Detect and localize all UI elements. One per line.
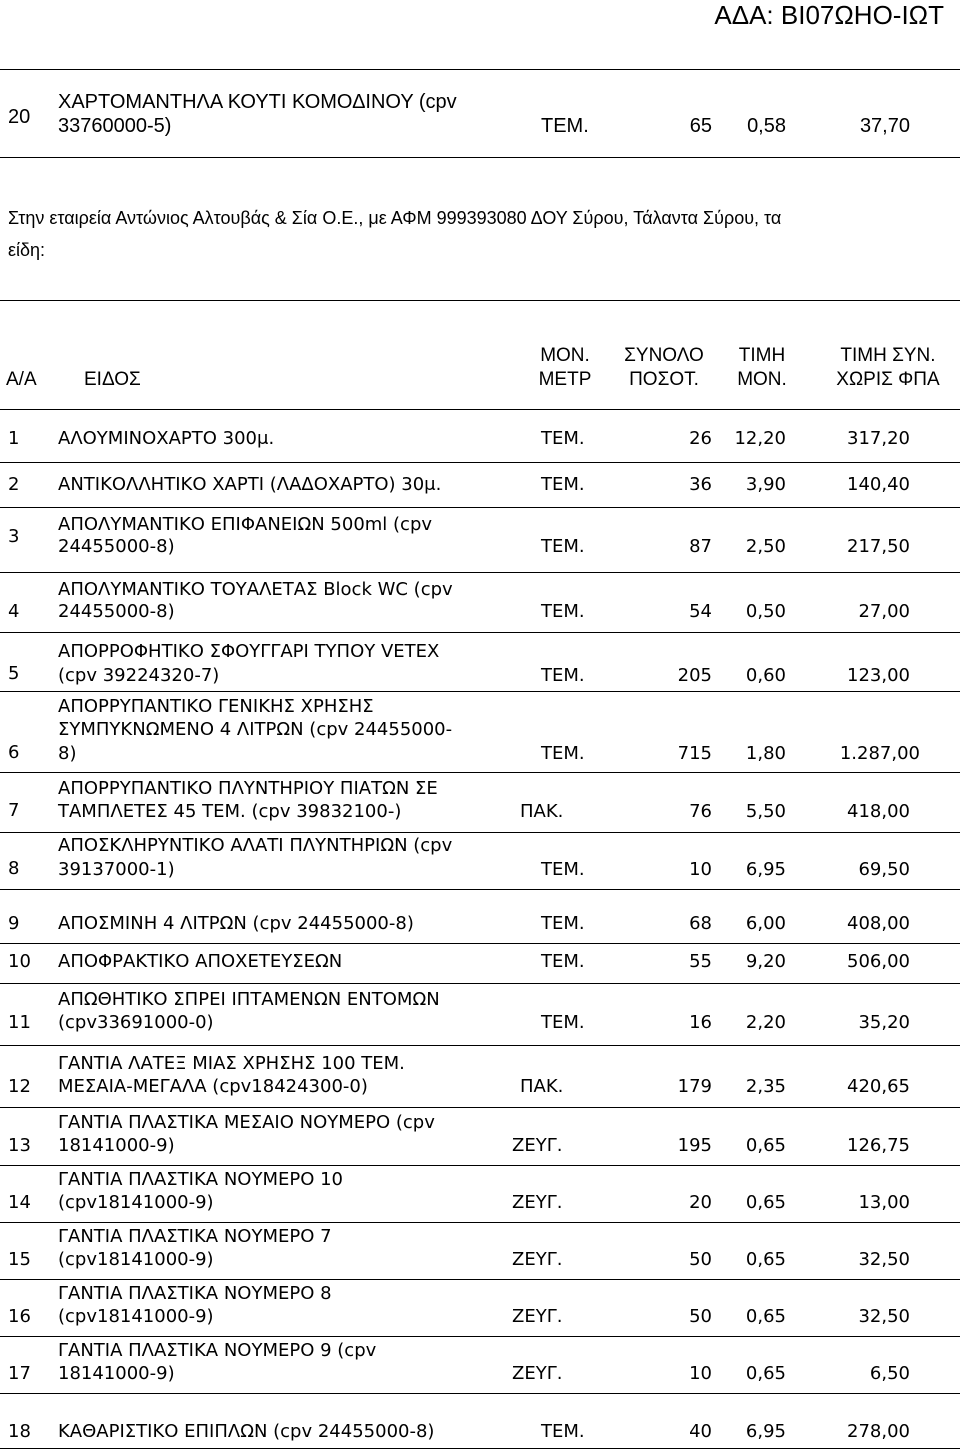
item-price: 0,65 — [745, 1306, 786, 1327]
item-total: 278,00 — [847, 1421, 910, 1442]
divider — [0, 69, 960, 70]
item-quantity: 16 — [689, 1012, 712, 1033]
item-price: 9,20 — [745, 951, 786, 972]
item-description: ΑΝΤΙΚΟΛΛΗΤΙΚΟ ΧΑΡΤΙ (ΛΑΔΟΧΑΡΤΟ) 30μ. — [58, 474, 442, 495]
item-total: 418,00 — [847, 801, 910, 822]
item-unit: ΖΕΥΓ. — [512, 1306, 563, 1327]
item-description-line2: ΣΥΜΠΥΚΝΩΜΕΝΟ 4 ΛΙΤΡΩΝ (cpv 24455000- — [58, 719, 453, 740]
item-total: 217,50 — [847, 536, 910, 557]
divider — [0, 507, 960, 508]
item-price: 0,60 — [745, 665, 786, 686]
item-quantity: 68 — [689, 913, 712, 934]
item-number: 18 — [8, 1421, 31, 1442]
divider — [0, 832, 960, 833]
item-description-line2: ΜΕΣΑΙΑ-ΜΕΓΑΛΑ (cpv18424300-0) — [58, 1076, 368, 1097]
item-quantity: 715 — [677, 743, 712, 764]
divider — [0, 632, 960, 633]
item-description: ΓΑΝΤΙΑ ΠΛΑΣΤΙΚΑ ΝΟΥΜΕΡΟ 9 (cpv — [58, 1340, 377, 1361]
item-number: 17 — [8, 1363, 31, 1384]
item-number: 9 — [8, 913, 20, 934]
item-quantity: 205 — [677, 665, 712, 686]
item-unit: ΖΕΥΓ. — [512, 1249, 563, 1270]
item-total: 37,70 — [859, 115, 910, 137]
item-price: 0,58 — [747, 115, 786, 137]
item-number: 10 — [8, 951, 31, 972]
item-quantity: 40 — [689, 1421, 712, 1442]
item-total: 420,65 — [847, 1076, 910, 1097]
item-price: 6,95 — [745, 1421, 786, 1442]
item-description: 33760000-5) — [58, 115, 172, 137]
item-unit: ΖΕΥΓ. — [512, 1135, 563, 1156]
item-total: 32,50 — [858, 1306, 910, 1327]
header-aa: Α/Α — [6, 369, 37, 390]
item-unit: ΠΑΚ. — [520, 801, 564, 822]
divider — [0, 1045, 960, 1046]
item-unit: ΠΑΚ. — [520, 1076, 564, 1097]
item-unit: ΤΕΜ. — [541, 601, 585, 622]
item-price: 12,20 — [734, 428, 786, 449]
divider — [0, 691, 960, 692]
item-number: 20 — [8, 106, 31, 128]
item-unit: ΤΕΜ. — [541, 474, 585, 495]
item-unit: ΤΕΜ. — [541, 859, 585, 880]
item-total: 408,00 — [847, 913, 910, 934]
item-price: 0,50 — [745, 601, 786, 622]
item-unit: ΖΕΥΓ. — [512, 1192, 563, 1213]
item-price: 0,65 — [745, 1363, 786, 1384]
divider — [0, 409, 960, 410]
item-number: 3 — [8, 526, 20, 547]
divider — [0, 300, 960, 301]
header-total: ΧΩΡΙΣ ΦΠΑ — [836, 369, 940, 390]
divider — [0, 772, 960, 773]
item-total: 1.287,00 — [839, 743, 920, 764]
divider — [0, 462, 960, 463]
item-unit: ΤΕΜ. — [541, 115, 589, 137]
item-description: ΑΠΟΣΚΛΗΡΥΝΤΙΚΟ ΑΛΑΤΙ ΠΛΥΝΤΗΡΙΩΝ (cpv — [58, 835, 453, 856]
item-description: ΑΠΟΦΡΑΚΤΙΚΟ ΑΠΟΧΕΤΕΥΣΕΩΝ — [58, 951, 343, 972]
item-description: ΓΑΝΤΙΑ ΠΛΑΣΤΙΚΑ ΝΟΥΜΕΡΟ 8 — [58, 1283, 332, 1304]
header-unit: ΜΟΝ. — [540, 345, 590, 366]
item-description-line2: (cpv18141000-9) — [58, 1249, 214, 1270]
item-description: ΑΠΟΛΥΜΑΝΤΙΚΟ ΤΟΥΑΛΕΤΑΣ Block WC (cpv — [58, 579, 453, 600]
divider — [0, 1336, 960, 1337]
divider — [0, 1279, 960, 1280]
header-price: ΤΙΜΗ — [738, 345, 786, 366]
item-description-line3: 8) — [58, 743, 77, 764]
divider — [0, 1107, 960, 1108]
item-description: ΑΠΟΡΡΥΠΑΝΤΙΚΟ ΓΕΝΙΚΗΣ ΧΡΗΣΗΣ — [58, 696, 374, 717]
item-number: 2 — [8, 474, 20, 495]
item-description-line2: 18141000-9) — [58, 1363, 175, 1384]
item-description-line2: (cpv18141000-9) — [58, 1192, 214, 1213]
item-description-line2: (cpv 39224320-7) — [58, 665, 220, 686]
header-unit: ΜΕΤΡ — [538, 369, 592, 390]
divider — [0, 1393, 960, 1394]
item-number: 8 — [8, 858, 20, 879]
item-description: ΓΑΝΤΙΑ ΠΛΑΣΤΙΚΑ ΝΟΥΜΕΡΟ 10 — [58, 1169, 344, 1190]
item-description: ΧΑΡΤΟΜΑΝΤΗΛΑ ΚΟΥΤΙ ΚΟΜΟΔΙΝΟΥ (cpv — [58, 91, 457, 113]
divider — [0, 572, 960, 573]
item-description-line2: 24455000-8) — [58, 536, 175, 557]
item-total: 32,50 — [858, 1249, 910, 1270]
item-unit: ΤΕΜ. — [541, 913, 585, 934]
item-total: 126,75 — [847, 1135, 910, 1156]
item-unit: ΤΕΜ. — [541, 951, 585, 972]
header-quantity: ΠΟΣΟΤ. — [629, 369, 699, 390]
item-description: ΑΛΟΥΜΙΝΟΧΑΡΤΟ 300μ. — [58, 428, 275, 449]
divider — [0, 1165, 960, 1166]
item-description-line2: 39137000-1) — [58, 859, 175, 880]
item-number: 1 — [8, 428, 20, 449]
item-total: 317,20 — [847, 428, 910, 449]
item-description-line2: ΤΑΜΠΛΕΤΕΣ 45 ΤΕΜ. (cpv 39832100-) — [58, 801, 402, 822]
divider — [0, 157, 960, 158]
item-quantity: 50 — [689, 1249, 712, 1270]
item-total: 123,00 — [847, 665, 910, 686]
item-description: ΓΑΝΤΙΑ ΠΛΑΣΤΙΚΑ ΝΟΥΜΕΡΟ 7 — [58, 1226, 332, 1247]
item-unit: ΤΕΜ. — [541, 428, 585, 449]
item-price: 0,65 — [745, 1135, 786, 1156]
item-description-line2: 18141000-9) — [58, 1135, 175, 1156]
item-quantity: 20 — [689, 1192, 712, 1213]
item-number: 7 — [8, 800, 20, 821]
item-description: ΑΠΟΡΡΟΦΗΤΙΚΟ ΣΦΟΥΓΓΑΡΙ ΤΥΠΟΥ VETEX — [58, 641, 440, 662]
item-price: 6,95 — [745, 859, 786, 880]
item-description-line2: (cpv18141000-9) — [58, 1306, 214, 1327]
first-item-row — [0, 90, 960, 144]
item-quantity: 10 — [689, 1363, 712, 1384]
item-number: 5 — [8, 663, 20, 684]
item-quantity: 10 — [689, 859, 712, 880]
item-number: 14 — [8, 1192, 31, 1213]
item-number: 13 — [8, 1135, 31, 1156]
item-quantity: 76 — [689, 801, 712, 822]
item-unit: ΤΕΜ. — [541, 1421, 585, 1442]
item-price: 0,65 — [745, 1192, 786, 1213]
item-price: 1,80 — [745, 743, 786, 764]
item-unit: ΤΕΜ. — [541, 536, 585, 557]
item-total: 6,50 — [869, 1363, 910, 1384]
item-description-line2: (cpv33691000-0) — [58, 1012, 214, 1033]
item-price: 3,90 — [745, 474, 786, 495]
item-number: 12 — [8, 1076, 31, 1097]
header-quantity: ΣΥΝΟΛΟ — [624, 345, 704, 366]
item-unit: ΤΕΜ. — [541, 665, 585, 686]
item-description: ΓΑΝΤΙΑ ΛΑΤΕΞ ΜΙΑΣ ΧΡΗΣΗΣ 100 ΤΕΜ. — [58, 1053, 405, 1074]
item-total: 140,40 — [847, 474, 910, 495]
item-number: 11 — [8, 1012, 31, 1033]
item-price: 2,50 — [745, 536, 786, 557]
item-quantity: 26 — [689, 428, 712, 449]
item-quantity: 36 — [689, 474, 712, 495]
divider — [0, 983, 960, 984]
item-description: ΑΠΩΘΗΤΙΚΟ ΣΠΡΕΙ ΙΠΤΑΜΕΝΩΝ ΕΝΤΟΜΩΝ — [58, 989, 440, 1010]
item-quantity: 195 — [677, 1135, 712, 1156]
item-number: 15 — [8, 1249, 31, 1270]
item-description: ΑΠΟΣΜΙΝΗ 4 ΛΙΤΡΩΝ (cpv 24455000-8) — [58, 913, 414, 934]
item-total: 35,20 — [858, 1012, 910, 1033]
divider — [0, 1222, 960, 1223]
item-quantity: 65 — [689, 115, 712, 137]
divider — [0, 1448, 960, 1449]
item-total: 13,00 — [858, 1192, 910, 1213]
header-price: ΜΟΝ. — [737, 369, 787, 390]
item-quantity: 50 — [689, 1306, 712, 1327]
item-number: 16 — [8, 1306, 31, 1327]
item-quantity: 55 — [689, 951, 712, 972]
header-item: ΕΙΔΟΣ — [84, 369, 141, 390]
item-price: 2,20 — [745, 1012, 786, 1033]
header-total: ΤΙΜΗ ΣΥΝ. — [840, 345, 936, 366]
item-quantity: 54 — [689, 601, 712, 622]
item-price: 5,50 — [745, 801, 786, 822]
divider — [0, 943, 960, 944]
item-price: 6,00 — [745, 913, 786, 934]
item-price: 0,65 — [745, 1249, 786, 1270]
item-number: 6 — [8, 742, 20, 763]
item-unit: ΖΕΥΓ. — [512, 1363, 563, 1384]
item-total: 506,00 — [847, 951, 910, 972]
item-price: 2,35 — [745, 1076, 786, 1097]
item-quantity: 87 — [689, 536, 712, 557]
item-description: ΑΠΟΛΥΜΑΝΤΙΚΟ ΕΠΙΦΑΝΕΙΩΝ 500ml (cpv — [58, 514, 433, 535]
item-quantity: 179 — [677, 1076, 712, 1097]
supplier-text-continued: είδη: — [8, 240, 46, 260]
item-total: 27,00 — [858, 601, 910, 622]
item-description-line2: 24455000-8) — [58, 601, 175, 622]
item-description: ΚΑΘΑΡΙΣΤΙΚΟ ΕΠΙΠΛΩΝ (cpv 24455000-8) — [58, 1421, 435, 1442]
item-unit: ΤΕΜ. — [541, 1012, 585, 1033]
item-description: ΓΑΝΤΙΑ ΠΛΑΣΤΙΚΑ ΜΕΣΑΙΟ ΝΟΥΜΕΡΟ (cpv — [58, 1112, 435, 1133]
item-description: ΑΠΟΡΡΥΠΑΝΤΙΚΟ ΠΛΥΝΤΗΡΙΟΥ ΠΙΑΤΩΝ ΣΕ — [58, 778, 438, 799]
item-total: 69,50 — [858, 859, 910, 880]
ada-header: ΑΔΑ: ΒΙ07ΩΗΟ-ΙΩΤ — [714, 0, 944, 30]
item-number: 4 — [8, 601, 20, 622]
supplier-text: Στην εταιρεία Αντώνιος Αλτουβάς & Σία Ο.Ε., με ΑΦΜ 999393080 ΔΟΥ Σύρου, Τάλαντα Σύρου, τα — [8, 208, 782, 228]
item-unit: ΤΕΜ. — [541, 743, 585, 764]
divider — [0, 889, 960, 890]
